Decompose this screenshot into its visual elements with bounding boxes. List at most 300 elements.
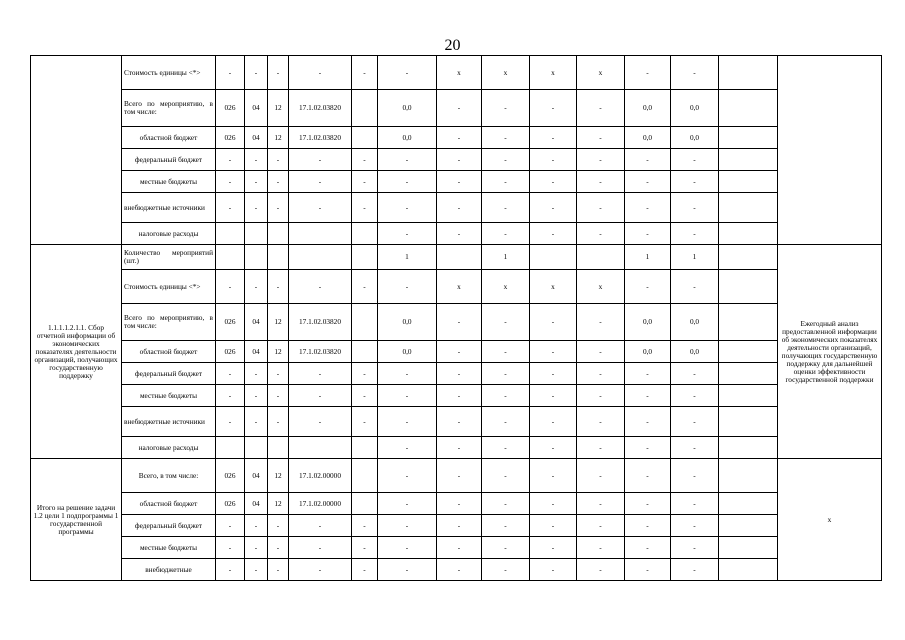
value-cell: - [352,171,378,193]
table-row [31,559,882,581]
value-cell: - [437,437,482,459]
value-cell: - [530,537,577,559]
value-cell: - [625,385,671,407]
value-cell [352,90,378,127]
indicator-name-cell: внебюджетные источники [122,193,216,223]
value-cell: - [530,171,577,193]
value-cell: - [577,193,625,223]
value-cell: 026 [216,341,245,363]
table-row [31,437,882,459]
value-cell: - [625,537,671,559]
value-cell: - [530,515,577,537]
value-cell: - [437,407,482,437]
value-cell: 0,0 [625,304,671,341]
table-row [31,245,882,270]
empty-cell [719,515,778,537]
value-cell [216,245,245,270]
value-cell: - [577,537,625,559]
value-cell [245,437,268,459]
expected-result-cell: Ежегодный анализ предоставленной информации об экономических показателях деятельности организаций, получающих государственную поддержку для дальнейшей оценки эффективности государственной поддержки [778,245,882,459]
value-cell: - [482,493,530,515]
value-cell: - [671,459,719,493]
value-cell: - [216,385,245,407]
value-cell: - [437,90,482,127]
value-cell: - [482,304,530,341]
value-cell: - [482,193,530,223]
value-cell: - [625,493,671,515]
value-cell: - [245,363,268,385]
value-cell [289,437,352,459]
value-cell: - [482,223,530,245]
value-cell: 04 [245,304,268,341]
indicator-name-cell: Всего, в том числе: [122,459,216,493]
value-cell: - [671,193,719,223]
value-cell: - [378,537,437,559]
value-cell: - [671,56,719,90]
value-cell: - [625,437,671,459]
value-cell: - [378,363,437,385]
table-row [31,127,882,149]
indicator-name-cell: Всего по мероприятию, в том числе: [122,304,216,341]
value-cell: 0,0 [625,90,671,127]
value-cell: 026 [216,304,245,341]
value-cell: - [482,363,530,385]
value-cell: - [625,459,671,493]
value-cell: - [268,537,289,559]
value-cell: 0,0 [378,304,437,341]
value-cell: - [378,559,437,581]
indicator-name-cell: Стоимость единицы <*> [122,270,216,304]
empty-cell [719,270,778,304]
value-cell: - [577,127,625,149]
indicator-name-cell: местные бюджеты [122,385,216,407]
value-cell: - [577,515,625,537]
value-cell: - [625,149,671,171]
value-cell: 12 [268,90,289,127]
value-cell: - [482,515,530,537]
value-cell: - [530,223,577,245]
value-cell: - [378,193,437,223]
value-cell: - [268,385,289,407]
indicator-name-cell: областной бюджет [122,341,216,363]
value-cell: - [671,437,719,459]
value-cell: 17.1.02.03820 [289,304,352,341]
value-cell: - [577,223,625,245]
value-cell: - [437,515,482,537]
value-cell [268,437,289,459]
value-cell: - [482,537,530,559]
value-cell: - [482,127,530,149]
value-cell: - [378,149,437,171]
value-cell: 026 [216,127,245,149]
event-name-cell: Итого на решение задачи 1.2 цели 1 подпрограммы 1 государственной программы [31,459,122,581]
event-name-cell [31,56,122,245]
value-cell [437,245,482,270]
value-cell: 0,0 [671,127,719,149]
value-cell: - [378,385,437,407]
value-cell: - [437,193,482,223]
value-cell [352,304,378,341]
value-cell: 026 [216,90,245,127]
value-cell: - [289,149,352,171]
value-cell: - [625,407,671,437]
value-cell: - [245,149,268,171]
empty-cell [719,171,778,193]
value-cell: - [577,459,625,493]
empty-cell [719,245,778,270]
value-cell [245,223,268,245]
empty-cell [719,127,778,149]
value-cell: - [289,559,352,581]
empty-cell [719,363,778,385]
value-cell: x [437,56,482,90]
value-cell: - [577,304,625,341]
value-cell: 17.1.02.03820 [289,341,352,363]
indicator-name-cell: Всего по мероприятию, в том числе: [122,90,216,127]
value-cell: - [482,459,530,493]
value-cell: - [245,193,268,223]
value-cell: x [530,270,577,304]
value-cell: - [216,171,245,193]
value-cell: 0,0 [378,127,437,149]
value-cell: - [625,515,671,537]
value-cell: - [216,363,245,385]
value-cell: - [437,363,482,385]
indicator-name-cell: внебюджетные источники [122,407,216,437]
value-cell: - [352,385,378,407]
table-row [31,223,882,245]
value-cell: - [671,270,719,304]
value-cell: - [530,90,577,127]
empty-cell [719,385,778,407]
empty-cell [719,459,778,493]
table-row [31,304,882,341]
value-cell: 0,0 [671,90,719,127]
empty-cell [719,223,778,245]
indicator-name-cell: местные бюджеты [122,537,216,559]
value-cell: - [577,363,625,385]
indicator-name-cell: внебюджетные [122,559,216,581]
value-cell: - [530,149,577,171]
table-row [31,363,882,385]
value-cell: - [577,493,625,515]
value-cell: - [378,407,437,437]
value-cell: - [289,407,352,437]
value-cell: - [352,270,378,304]
value-cell: - [245,515,268,537]
value-cell: - [216,515,245,537]
value-cell: 04 [245,90,268,127]
value-cell: - [245,171,268,193]
value-cell: - [245,559,268,581]
value-cell: - [216,537,245,559]
value-cell: - [530,459,577,493]
value-cell: 12 [268,127,289,149]
value-cell: - [482,149,530,171]
empty-cell [719,341,778,363]
value-cell: - [530,559,577,581]
table-row [31,56,882,90]
value-cell [289,223,352,245]
value-cell: - [437,127,482,149]
value-cell: - [577,149,625,171]
empty-cell [719,407,778,437]
value-cell: 0,0 [625,341,671,363]
value-cell: - [378,171,437,193]
value-cell: - [289,363,352,385]
value-cell: - [671,559,719,581]
value-cell: - [216,559,245,581]
value-cell: - [268,363,289,385]
value-cell: - [378,515,437,537]
value-cell: - [437,559,482,581]
value-cell: - [378,493,437,515]
value-cell [352,245,378,270]
value-cell: - [482,407,530,437]
value-cell: - [216,149,245,171]
value-cell: - [268,270,289,304]
empty-cell [719,537,778,559]
value-cell: - [245,537,268,559]
value-cell: 04 [245,127,268,149]
table-row [31,493,882,515]
value-cell: - [268,407,289,437]
value-cell: - [378,270,437,304]
value-cell: - [530,127,577,149]
value-cell: - [437,304,482,341]
value-cell: - [671,493,719,515]
value-cell [245,245,268,270]
indicator-name-cell: областной бюджет [122,493,216,515]
value-cell: x [530,56,577,90]
value-cell: - [530,407,577,437]
value-cell: x [482,270,530,304]
value-cell [352,223,378,245]
value-cell: - [245,56,268,90]
value-cell: - [437,537,482,559]
value-cell: 026 [216,459,245,493]
value-cell [289,245,352,270]
value-cell: - [216,270,245,304]
table-row [31,270,882,304]
value-cell: - [289,193,352,223]
value-cell [352,341,378,363]
value-cell: 1 [625,245,671,270]
empty-cell [719,90,778,127]
table-row [31,537,882,559]
value-cell: 04 [245,459,268,493]
value-cell: - [437,223,482,245]
table-row [31,171,882,193]
value-cell: - [289,385,352,407]
value-cell: 0,0 [378,90,437,127]
value-cell: - [268,171,289,193]
value-cell: - [216,193,245,223]
indicator-name-cell: местные бюджеты [122,171,216,193]
value-cell: - [352,56,378,90]
value-cell: - [437,171,482,193]
table-row [31,515,882,537]
table-row [31,341,882,363]
value-cell: - [625,56,671,90]
value-cell: 0,0 [671,304,719,341]
value-cell: - [577,407,625,437]
value-cell: 17.1.02.03820 [289,90,352,127]
indicator-name-cell: областной бюджет [122,127,216,149]
value-cell: - [671,149,719,171]
value-cell: x [577,56,625,90]
value-cell [352,459,378,493]
value-cell [352,437,378,459]
empty-cell [719,304,778,341]
value-cell: - [289,515,352,537]
value-cell: - [530,341,577,363]
empty-cell [719,56,778,90]
value-cell: - [352,193,378,223]
empty-cell [719,437,778,459]
value-cell: 12 [268,459,289,493]
value-cell: - [437,149,482,171]
indicator-name-cell: федеральный бюджет [122,363,216,385]
indicator-name-cell: налоговые расходы [122,437,216,459]
value-cell: - [625,559,671,581]
value-cell: - [625,270,671,304]
value-cell: - [530,493,577,515]
value-cell: - [245,270,268,304]
value-cell: - [577,171,625,193]
value-cell: - [268,56,289,90]
value-cell: - [671,171,719,193]
value-cell: - [437,385,482,407]
empty-cell [719,193,778,223]
value-cell: - [268,193,289,223]
value-cell: 12 [268,304,289,341]
value-cell [216,437,245,459]
value-cell: - [625,171,671,193]
value-cell: - [216,56,245,90]
page-number: 20 [444,37,461,54]
value-cell: 0,0 [378,341,437,363]
value-cell: - [352,537,378,559]
value-cell: - [482,90,530,127]
value-cell: - [577,559,625,581]
value-cell [577,245,625,270]
table-row [31,90,882,127]
budget-table [30,55,882,581]
value-cell: - [671,515,719,537]
indicator-name-cell: Стоимость единицы <*> [122,56,216,90]
value-cell: - [437,459,482,493]
value-cell: x [577,270,625,304]
table-row [31,385,882,407]
value-cell: 026 [216,493,245,515]
value-cell: 1 [378,245,437,270]
value-cell: - [577,385,625,407]
expected-result-cell: x [778,459,882,581]
value-cell: - [268,515,289,537]
value-cell: - [289,270,352,304]
value-cell: - [671,223,719,245]
value-cell: - [530,385,577,407]
value-cell: - [577,341,625,363]
value-cell: 17.1.02.03820 [289,127,352,149]
indicator-name-cell: федеральный бюджет [122,515,216,537]
table-row [31,149,882,171]
value-cell: - [530,193,577,223]
value-cell: - [245,407,268,437]
value-cell: 12 [268,341,289,363]
value-cell: - [530,304,577,341]
value-cell: - [482,385,530,407]
value-cell: - [289,537,352,559]
value-cell: - [245,385,268,407]
event-name-cell: 1.1.1.1.2.1.1. Сбор отчетной информации об экономических показателях деятельности организаций, получающих государственную поддержку [31,245,122,459]
value-cell: - [378,223,437,245]
value-cell: - [289,171,352,193]
value-cell: 12 [268,493,289,515]
value-cell: 1 [482,245,530,270]
empty-cell [719,559,778,581]
value-cell: - [671,537,719,559]
value-cell: - [482,559,530,581]
value-cell [268,223,289,245]
value-cell: - [352,149,378,171]
value-cell: x [437,270,482,304]
value-cell: - [625,363,671,385]
value-cell: - [352,363,378,385]
table-row [31,459,882,493]
value-cell: - [437,341,482,363]
value-cell: 0,0 [671,341,719,363]
value-cell: 17.1.02.00000 [289,459,352,493]
value-cell: 04 [245,341,268,363]
value-cell: - [378,459,437,493]
value-cell: - [268,149,289,171]
table-row [31,193,882,223]
value-cell [352,127,378,149]
indicator-name-cell: федеральный бюджет [122,149,216,171]
value-cell: - [378,437,437,459]
value-cell: - [671,385,719,407]
indicator-name-cell: Количество мероприятий (шт.) [122,245,216,270]
value-cell: x [482,56,530,90]
value-cell: - [378,56,437,90]
value-cell: 0,0 [625,127,671,149]
value-cell: - [530,363,577,385]
value-cell: - [577,437,625,459]
value-cell [268,245,289,270]
empty-cell [719,149,778,171]
value-cell: - [352,559,378,581]
value-cell: - [625,193,671,223]
value-cell [530,245,577,270]
value-cell: - [671,363,719,385]
value-cell: - [482,437,530,459]
value-cell: - [437,493,482,515]
empty-cell [719,493,778,515]
value-cell [352,493,378,515]
value-cell: - [625,223,671,245]
expected-result-cell [778,56,882,245]
value-cell: - [352,407,378,437]
value-cell: - [671,407,719,437]
value-cell: 17.1.02.00000 [289,493,352,515]
value-cell: - [268,559,289,581]
value-cell: - [216,407,245,437]
value-cell: - [482,341,530,363]
value-cell: - [577,90,625,127]
value-cell [216,223,245,245]
